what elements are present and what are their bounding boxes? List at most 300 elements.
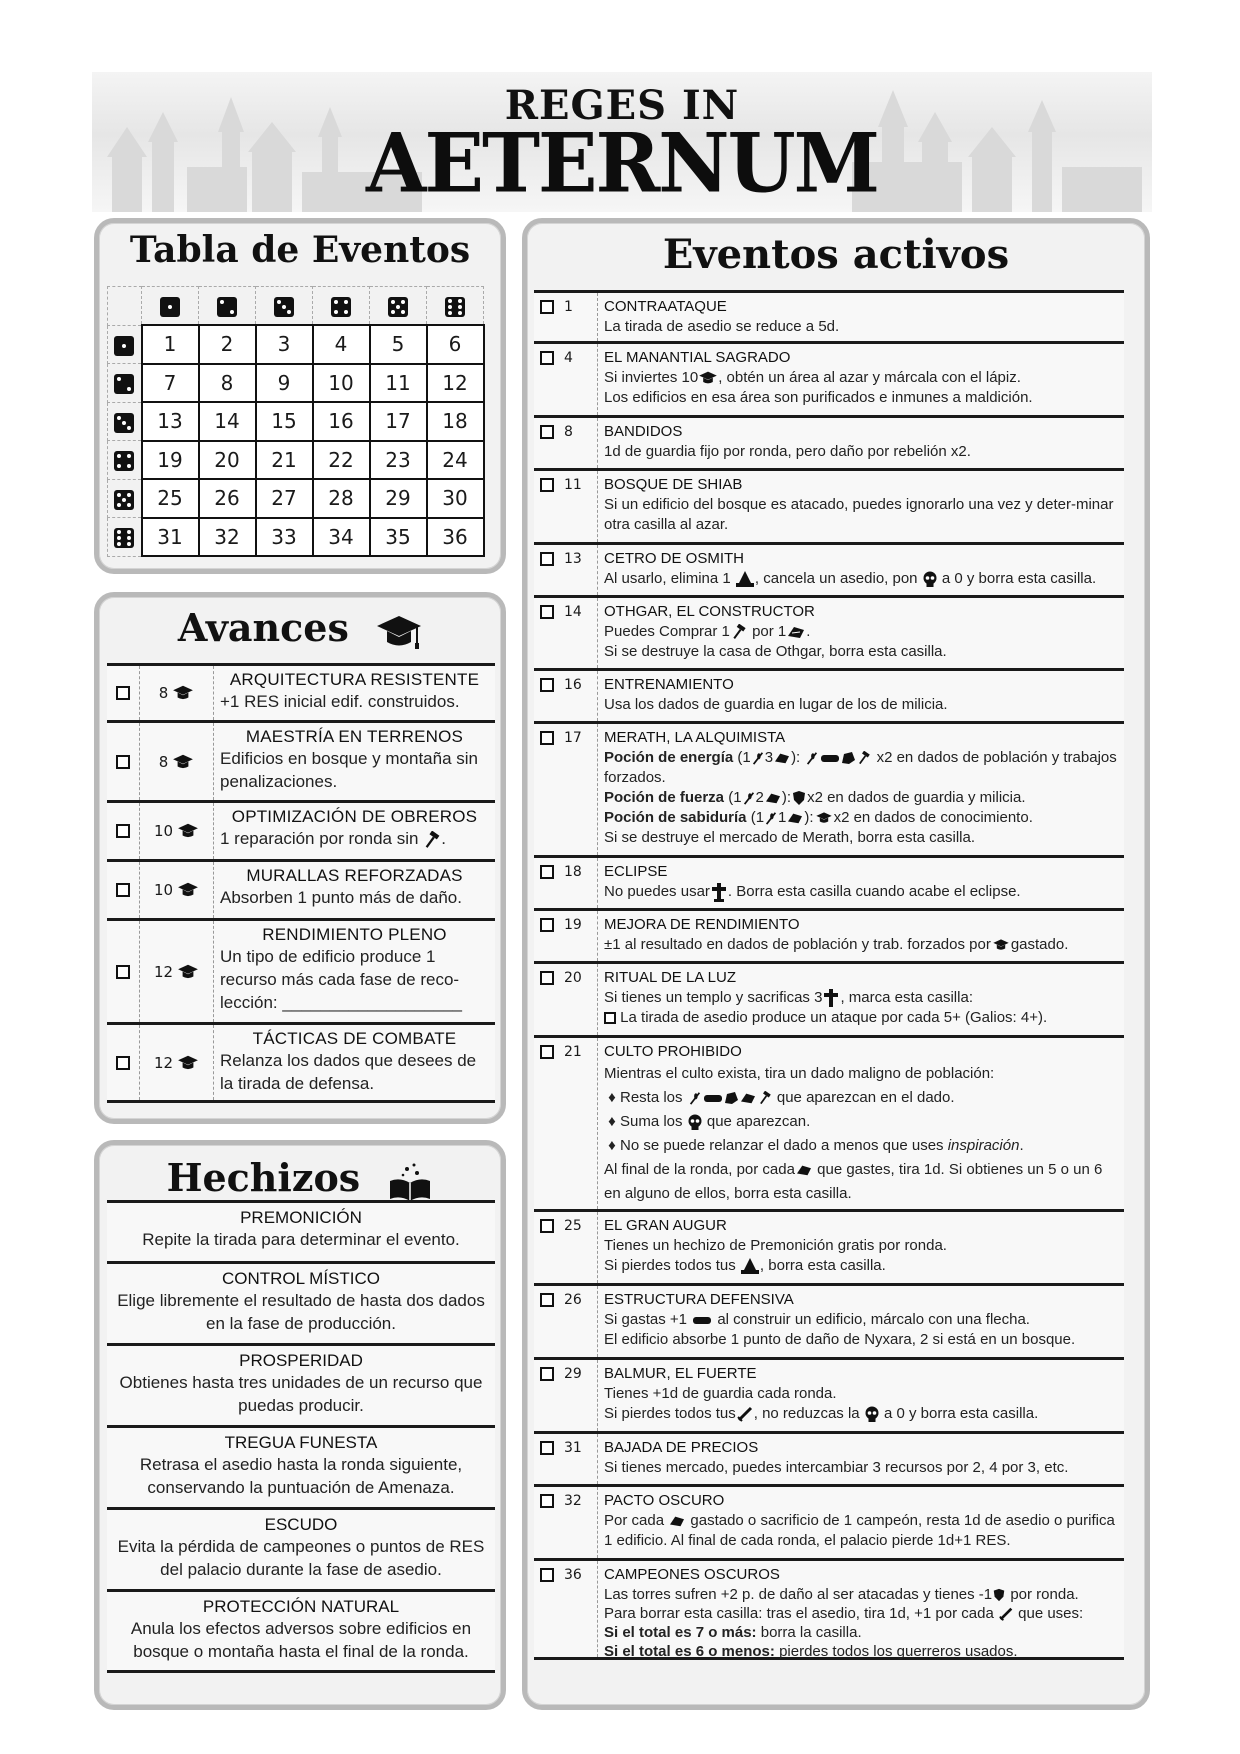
event-text: Tienes un hechizo de Premonición gratis por ronda. <box>604 1237 947 1254</box>
event-cell: 23 <box>370 441 427 480</box>
graduation-cap-icon <box>177 963 199 981</box>
event-number: 32 <box>560 1487 598 1558</box>
hammer-icon <box>730 624 748 640</box>
outcome-high-label: Si el total es 7 o más: <box>604 1624 757 1641</box>
sword-icon <box>736 1405 754 1423</box>
event-checkbox[interactable] <box>540 552 554 566</box>
shield-icon <box>992 1587 1006 1603</box>
die-four-icon <box>331 297 351 317</box>
event-number: 8 <box>560 418 598 468</box>
event-checkbox[interactable] <box>540 1494 554 1508</box>
wood-log-icon <box>691 1314 713 1326</box>
event-number: 25 <box>560 1212 598 1283</box>
spell-name: TREGUA FUNESTA <box>224 1433 378 1452</box>
advance-description: Relanza los dados que desees de la tirada de defensa. <box>220 1051 477 1093</box>
event-text: , marca esta casilla: <box>840 989 973 1006</box>
event-text: x2 en dados de conocimiento. <box>833 809 1033 826</box>
event-number: 21 <box>560 1038 598 1209</box>
die-row-4-header <box>108 441 142 480</box>
event-name: ESTRUCTURA DEFENSIVA <box>604 1291 794 1308</box>
inspiration-term: inspiración <box>947 1137 1020 1154</box>
event-text: 3 <box>764 749 774 766</box>
event-text: pierdes todos los guerreros usados. <box>779 1643 1018 1660</box>
active-event-row <box>534 855 1124 908</box>
advance-name: RENDIMIENTO PLENO <box>262 925 447 944</box>
event-text: gastado. <box>1010 936 1069 953</box>
active-event-row <box>534 542 1124 595</box>
wood-log-icon <box>820 752 840 764</box>
event-name: PACTO OSCURO <box>604 1492 725 1509</box>
event-text: ): <box>804 809 814 826</box>
sword-icon <box>998 1606 1014 1622</box>
die-row-3-header <box>108 402 142 441</box>
event-text: por 1 <box>752 623 787 640</box>
event-number: 31 <box>560 1434 598 1484</box>
active-event-row <box>534 290 1124 341</box>
advances-list <box>107 663 495 1103</box>
event-cell: 35 <box>370 518 427 557</box>
event-cell: 27 <box>256 479 313 518</box>
advance-description: +1 RES inicial edif. construidos. <box>220 692 460 711</box>
stone-icon <box>723 1091 739 1105</box>
event-cell: 11 <box>370 364 427 403</box>
event-cell: 18 <box>427 402 484 441</box>
hammer-icon <box>856 751 872 765</box>
spell-row <box>107 1261 495 1343</box>
event-name: CAMPEONES OSCUROS <box>604 1566 780 1583</box>
spells-title: Hechizos <box>166 1155 361 1200</box>
event-cell: 10 <box>313 364 370 403</box>
spell-description: Anula los efectos adversos sobre edificios en bosque o montaña hasta el final de la ronda. <box>130 1619 472 1661</box>
active-event-row <box>534 415 1124 468</box>
event-number: 36 <box>560 1561 598 1657</box>
event-text: Si pierdes todos tus <box>604 1257 736 1274</box>
advance-description: Edificios en bosque y montaña sin penalizaciones. <box>220 749 478 791</box>
event-number: 4 <box>560 344 598 415</box>
event-text: El edificio absorbe 1 punto de daño de Nyxara, 2 si está en un bosque. <box>604 1331 1076 1348</box>
logo-subtitle: REGES IN <box>504 82 740 129</box>
event-description: Si tienes mercado, puedes intercambiar 3 recursos por 2, 4 por 3, etc. <box>604 1459 1069 1476</box>
potion-strength-label: Poción de fuerza <box>604 789 725 806</box>
skull-icon <box>687 1114 703 1130</box>
event-cell: 19 <box>142 441 199 480</box>
graduation-cap-icon <box>177 881 199 899</box>
active-event-row <box>534 668 1124 721</box>
active-event-row <box>534 1209 1124 1283</box>
worker-icon <box>786 624 806 640</box>
advance-checkbox[interactable] <box>116 965 130 979</box>
event-description: Si un edificio del bosque es atacado, puedes ignorarlo una vez y deter-minar otra casilla al azar. <box>604 496 1114 533</box>
advance-description: 1 reparación por ronda sin <box>220 829 419 848</box>
outcome-low-label: Si el total es 6 o menos: <box>604 1643 775 1660</box>
advance-cost: 8 <box>158 684 169 702</box>
event-name: EL GRAN AUGUR <box>604 1217 727 1234</box>
event-text: por ronda. <box>1010 1586 1079 1603</box>
worker-icon <box>668 1514 686 1528</box>
event-text: que aparezcan. <box>706 1113 811 1130</box>
advance-name: MAESTRÍA EN TERRENOS <box>245 727 464 746</box>
advance-checkbox[interactable] <box>116 1056 130 1070</box>
graduation-cap-icon <box>177 822 199 840</box>
event-cell: 28 <box>313 479 370 518</box>
die-five-icon <box>388 297 408 317</box>
spellbook-icon <box>387 1161 433 1203</box>
event-name: MERATH, LA ALQUIMISTA <box>604 729 786 746</box>
active-event-row <box>534 961 1124 1035</box>
event-text: Tienes +1d de guardia cada ronda. <box>604 1385 837 1402</box>
active-event-row <box>534 1431 1124 1484</box>
event-text: a 0 y borra esta casilla. <box>884 1405 1039 1422</box>
header-banner <box>92 72 1152 212</box>
event-cell: 15 <box>256 402 313 441</box>
event-text: Puedes Comprar 1 <box>604 623 730 640</box>
advance-row <box>107 720 495 800</box>
event-name: CONTRAATAQUE <box>604 298 727 315</box>
event-text: Si tienes un templo y sacrificas 3 <box>604 989 823 1006</box>
event-text: Si inviertes 10 <box>604 369 699 386</box>
event-number: 14 <box>560 598 598 668</box>
event-cell: 31 <box>142 518 199 557</box>
die-six-icon <box>445 297 465 317</box>
advance-row: 10 OPTIMIZACIÓN DE OBREROS 1 reparación por ronda sin . <box>107 800 495 859</box>
cross-icon <box>710 882 728 902</box>
advance-checkbox[interactable] <box>116 686 130 700</box>
event-text: . <box>1019 1137 1024 1154</box>
event-cell: 24 <box>427 441 484 480</box>
event-checkbox[interactable] <box>540 678 554 692</box>
event-cell: 33 <box>256 518 313 557</box>
event-cell: 3 <box>256 325 313 364</box>
event-number: 1 <box>560 293 598 341</box>
event-text: ♦ No se puede relanzar el dado a menos que uses <box>608 1137 944 1154</box>
advance-checkbox[interactable] <box>116 755 130 769</box>
spell-row <box>107 1200 495 1261</box>
event-text: La tirada de asedio produce un ataque por cada 5+ (Galios: 4+). <box>620 1009 1048 1027</box>
event-text: (1 <box>737 749 751 766</box>
event-text: que aparezcan en el dado. <box>776 1089 955 1106</box>
event-name: OTHGAR, EL CONSTRUCTOR <box>604 603 815 620</box>
spell-row <box>107 1507 495 1589</box>
event-number: 20 <box>560 964 598 1035</box>
logo-title: AETERNUM <box>366 115 878 212</box>
wheat-icon <box>687 1091 703 1105</box>
event-cell: 26 <box>199 479 256 518</box>
event-text: Al final de la ronda, por cada <box>604 1161 795 1178</box>
die-six-icon <box>114 528 134 548</box>
advance-cost: 12 <box>153 962 174 981</box>
spell-name: ESCUDO <box>264 1515 338 1534</box>
wood-log-icon <box>703 1092 723 1104</box>
event-text: Si se destruye el mercado de Merath, borra esta casilla. <box>604 829 976 846</box>
event-text: x2 en dados de población y trabajos forzados. <box>604 749 1117 786</box>
event-text: (1 <box>728 789 742 806</box>
event-cell: 1 <box>142 325 199 364</box>
graduation-cap-icon <box>814 811 834 825</box>
event-text: Si se destruye la casa de Othgar, borra esta casilla. <box>604 643 947 660</box>
event-name: ECLIPSE <box>604 863 668 880</box>
event-checkbox[interactable] <box>540 1441 554 1455</box>
advance-row <box>107 663 495 720</box>
graduation-cap-icon <box>172 684 194 702</box>
event-cell: 5 <box>370 325 427 364</box>
advances-title: Avances <box>177 605 349 650</box>
event-cell: 21 <box>256 441 313 480</box>
active-event-row <box>534 1283 1124 1357</box>
die-face-2-header <box>199 287 256 326</box>
die-row-2-header <box>108 364 142 403</box>
spell-name: PROSPERIDAD <box>239 1351 363 1370</box>
event-text: , obtén un área al azar y márcala con el lápiz. <box>718 369 1021 386</box>
event-cell: 6 <box>427 325 484 364</box>
advance-name: MURALLAS REFORZADAS <box>246 866 463 885</box>
event-text: borra la casilla. <box>760 1624 862 1641</box>
event-text: Al usarlo, elimina 1 <box>604 570 731 587</box>
event-text: x2 en dados de guardia y milicia. <box>807 789 1026 806</box>
die-face-5-header <box>370 287 427 326</box>
graduation-cap-icon <box>698 370 718 386</box>
advance-checkbox[interactable] <box>116 883 130 897</box>
advance-description: Un tipo de edificio produce 1 recurso más cada fase de reco-lección: ___________________ <box>220 947 463 1012</box>
hammer-icon <box>423 831 441 849</box>
active-event-row <box>534 595 1124 668</box>
spell-description: Retrasa el asedio hasta la ronda siguiente, conservando la puntuación de Amenaza. <box>139 1455 463 1497</box>
potion-wisdom-label: Poción de sabiduría <box>604 809 747 826</box>
event-cell: 8 <box>199 364 256 403</box>
event-text: (1 <box>750 809 765 826</box>
active-event-row <box>534 1035 1124 1209</box>
spell-description: Obtienes hasta tres unidades de un recurso que puedas producir. <box>119 1373 483 1415</box>
advance-cost: 10 <box>153 822 174 840</box>
potion-energy-label: Poción de energía <box>604 749 734 766</box>
event-text: a 0 y borra esta casilla. <box>941 570 1097 587</box>
event-text: Si pierdes todos tus <box>604 1405 736 1422</box>
spell-description: Elige libremente el resultado de hasta dos dados en la fase de producción. <box>117 1291 485 1333</box>
event-checkbox[interactable] <box>540 865 554 879</box>
hammer-icon <box>757 1091 773 1105</box>
cross-icon <box>822 988 840 1008</box>
event-number: 26 <box>560 1286 598 1357</box>
event-text: , borra esta casilla. <box>759 1257 886 1274</box>
event-checkbox[interactable] <box>540 478 554 492</box>
event-cell: 25 <box>142 479 199 518</box>
event-text: , cancela un asedio, pon <box>754 570 918 587</box>
active-event-row <box>534 908 1124 961</box>
wizard-icon <box>740 1258 760 1274</box>
wizard-icon <box>735 571 755 587</box>
event-text: ±1 al resultado en dados de población y trab. forzados por <box>604 936 991 953</box>
die-face-1-header <box>142 287 199 326</box>
worker-icon <box>786 811 804 825</box>
worker-icon <box>773 751 791 765</box>
event-name: BALMUR, EL FUERTE <box>604 1365 757 1382</box>
event-name: CULTO PROHIBIDO <box>604 1043 742 1060</box>
event-checkbox[interactable] <box>540 1045 554 1059</box>
event-text: Por cada <box>604 1512 665 1529</box>
advance-name: TÁCTICAS DE COMBATE <box>252 1029 457 1048</box>
advance-name: OPTIMIZACIÓN DE OBREROS <box>231 807 478 826</box>
die-face-6-header <box>427 287 484 326</box>
ritual-checkbox[interactable] <box>604 1012 616 1024</box>
spell-row <box>107 1425 495 1507</box>
event-text: Para borrar esta casilla: tras el asedio, tira 1d, +1 por cada <box>604 1605 994 1622</box>
event-cell: 7 <box>142 364 199 403</box>
event-name: BANDIDOS <box>604 423 683 440</box>
die-face-3-header <box>256 287 313 326</box>
event-cell: 32 <box>199 518 256 557</box>
event-checkbox[interactable] <box>540 1367 554 1381</box>
active-event-row <box>534 721 1124 855</box>
event-text: Los edificios en esa área son purificados e inmunes a maldición. <box>604 389 1033 406</box>
event-cell: 13 <box>142 402 199 441</box>
event-cell: 36 <box>427 518 484 557</box>
spell-row <box>107 1343 495 1425</box>
active-event-row <box>534 1484 1124 1558</box>
spell-row <box>107 1589 495 1673</box>
spell-description: Evita la pérdida de campeones o puntos de RES del palacio durante la fase de asedio. <box>117 1537 485 1579</box>
event-name: ENTRENAMIENTO <box>604 676 734 693</box>
active-events-list <box>534 290 1124 1660</box>
event-text: 1 <box>778 809 787 826</box>
spell-name: CONTROL MÍSTICO <box>221 1269 381 1288</box>
active-event-row <box>534 468 1124 542</box>
active-event-row <box>534 1357 1124 1431</box>
die-one-icon <box>160 297 180 317</box>
event-table <box>107 286 485 557</box>
die-row-1-header <box>108 325 142 364</box>
active-event-row <box>534 1558 1124 1660</box>
die-two-icon <box>217 297 237 317</box>
active-event-row <box>534 341 1124 415</box>
event-number: 19 <box>560 911 598 961</box>
event-number: 29 <box>560 1360 598 1431</box>
die-row-5-header <box>108 479 142 518</box>
event-text: ): <box>791 749 801 766</box>
skull-icon <box>922 571 938 587</box>
event-checkbox[interactable] <box>540 605 554 619</box>
event-checkbox[interactable] <box>540 731 554 745</box>
wheat-icon <box>751 751 765 765</box>
event-name: RITUAL DE LA LUZ <box>604 969 736 986</box>
event-cell: 34 <box>313 518 370 557</box>
event-checkbox[interactable] <box>540 1293 554 1307</box>
advance-row <box>107 918 495 1022</box>
event-number: 13 <box>560 545 598 595</box>
event-checkbox[interactable] <box>540 971 554 985</box>
event-cell: 29 <box>370 479 427 518</box>
event-name: BAJADA DE PRECIOS <box>604 1439 759 1456</box>
event-cell: 30 <box>427 479 484 518</box>
die-three-icon <box>114 413 134 433</box>
die-face-4-header <box>313 287 370 326</box>
worker-icon <box>739 1091 757 1105</box>
event-number: 16 <box>560 671 598 721</box>
event-text: No puedes usar <box>604 883 710 900</box>
spell-name: PROTECCIÓN NATURAL <box>202 1597 400 1616</box>
advance-cost: 8 <box>158 752 169 771</box>
die-row-6-header <box>108 518 142 557</box>
advance-name: ARQUITECTURA RESISTENTE <box>229 670 480 689</box>
event-number: 18 <box>560 858 598 908</box>
event-text: ♦ Suma los <box>608 1113 683 1130</box>
advance-row <box>107 859 495 918</box>
graduation-cap-icon <box>991 938 1011 952</box>
event-text: , no reduzcas la <box>753 1405 860 1422</box>
event-checkbox[interactable] <box>540 1219 554 1233</box>
advance-description: Absorben 1 punto más de daño. <box>220 888 462 907</box>
spells-title-wrap <box>99 1155 501 1203</box>
event-checkbox[interactable] <box>540 351 554 365</box>
die-one-icon <box>114 336 134 356</box>
die-five-icon <box>114 490 134 510</box>
worker-icon <box>764 791 782 805</box>
event-name: MEJORA DE RENDIMIENTO <box>604 916 800 933</box>
event-number: 17 <box>560 724 598 855</box>
event-name: BOSQUE DE SHIAB <box>604 476 743 493</box>
event-text: . Borra esta casilla cuando acabe el eclipse. <box>727 883 1021 900</box>
stone-icon <box>840 751 856 765</box>
event-cell: 9 <box>256 364 313 403</box>
event-number: 11 <box>560 471 598 542</box>
event-description: La tirada de asedio se reduce a 5d. <box>604 318 840 335</box>
event-name: CETRO DE OSMITH <box>604 550 745 567</box>
event-text: ♦ Resta los <box>608 1089 683 1106</box>
event-cell: 17 <box>370 402 427 441</box>
wheat-icon <box>804 751 820 765</box>
event-table-title: Tabla de Eventos <box>129 229 471 271</box>
event-cell: 2 <box>199 325 256 364</box>
die-four-icon <box>114 451 134 471</box>
event-checkbox[interactable] <box>540 425 554 439</box>
graduation-cap-icon <box>376 612 422 652</box>
worker-icon <box>795 1163 813 1177</box>
event-text: Mientras el culto exista, tira un dado maligno de población: <box>604 1065 995 1082</box>
event-text: ): <box>781 789 792 806</box>
event-text: que uses: <box>1018 1605 1084 1622</box>
advance-checkbox[interactable] <box>116 824 130 838</box>
die-two-icon <box>114 374 134 394</box>
spells-list <box>107 1200 495 1673</box>
advance-cost: 10 <box>153 881 174 899</box>
graduation-cap-icon <box>177 1054 199 1072</box>
event-text: Si gastas +1 <box>604 1311 687 1328</box>
event-name: EL MANANTIAL SAGRADO <box>604 349 791 366</box>
event-text: gastado o sacrificio de 1 campeón, resta 1d de asedio o purifica 1 edificio. Al final de cada ronda, el palacio pierde 1d+1 RES. <box>604 1512 1115 1549</box>
event-checkbox[interactable] <box>540 300 554 314</box>
event-cell: 16 <box>313 402 370 441</box>
shield-icon <box>791 790 807 806</box>
event-cell: 22 <box>313 441 370 480</box>
active-events-title: Eventos activos <box>662 231 1010 278</box>
skull-icon <box>864 1406 880 1422</box>
event-description: 1d de guardia fijo por ronda, pero daño por rebelión x2. <box>604 443 971 460</box>
wheat-icon <box>764 811 778 825</box>
event-text: Las torres sufren +2 p. de daño al ser atacadas y tienes -1 <box>604 1586 993 1603</box>
event-text: al construir un edificio, márcalo con una flecha. <box>717 1311 1030 1328</box>
spell-name: PREMONICIÓN <box>240 1208 362 1227</box>
die-three-icon <box>274 297 294 317</box>
advance-row <box>107 1022 495 1103</box>
advance-cost: 12 <box>153 1053 174 1072</box>
graduation-cap-icon <box>172 753 194 771</box>
event-checkbox[interactable] <box>540 918 554 932</box>
event-text: que gastes, tira 1d. Si obtienes un 5 o un 6 en alguno de ellos, borra esta casilla. <box>604 1161 1103 1202</box>
event-description: Usa los dados de guardia en lugar de los de milicia. <box>604 696 948 713</box>
event-checkbox[interactable] <box>540 1568 554 1582</box>
event-cell: 20 <box>199 441 256 480</box>
event-cell: 14 <box>199 402 256 441</box>
event-cell: 12 <box>427 364 484 403</box>
advances-title-wrap <box>99 605 501 652</box>
